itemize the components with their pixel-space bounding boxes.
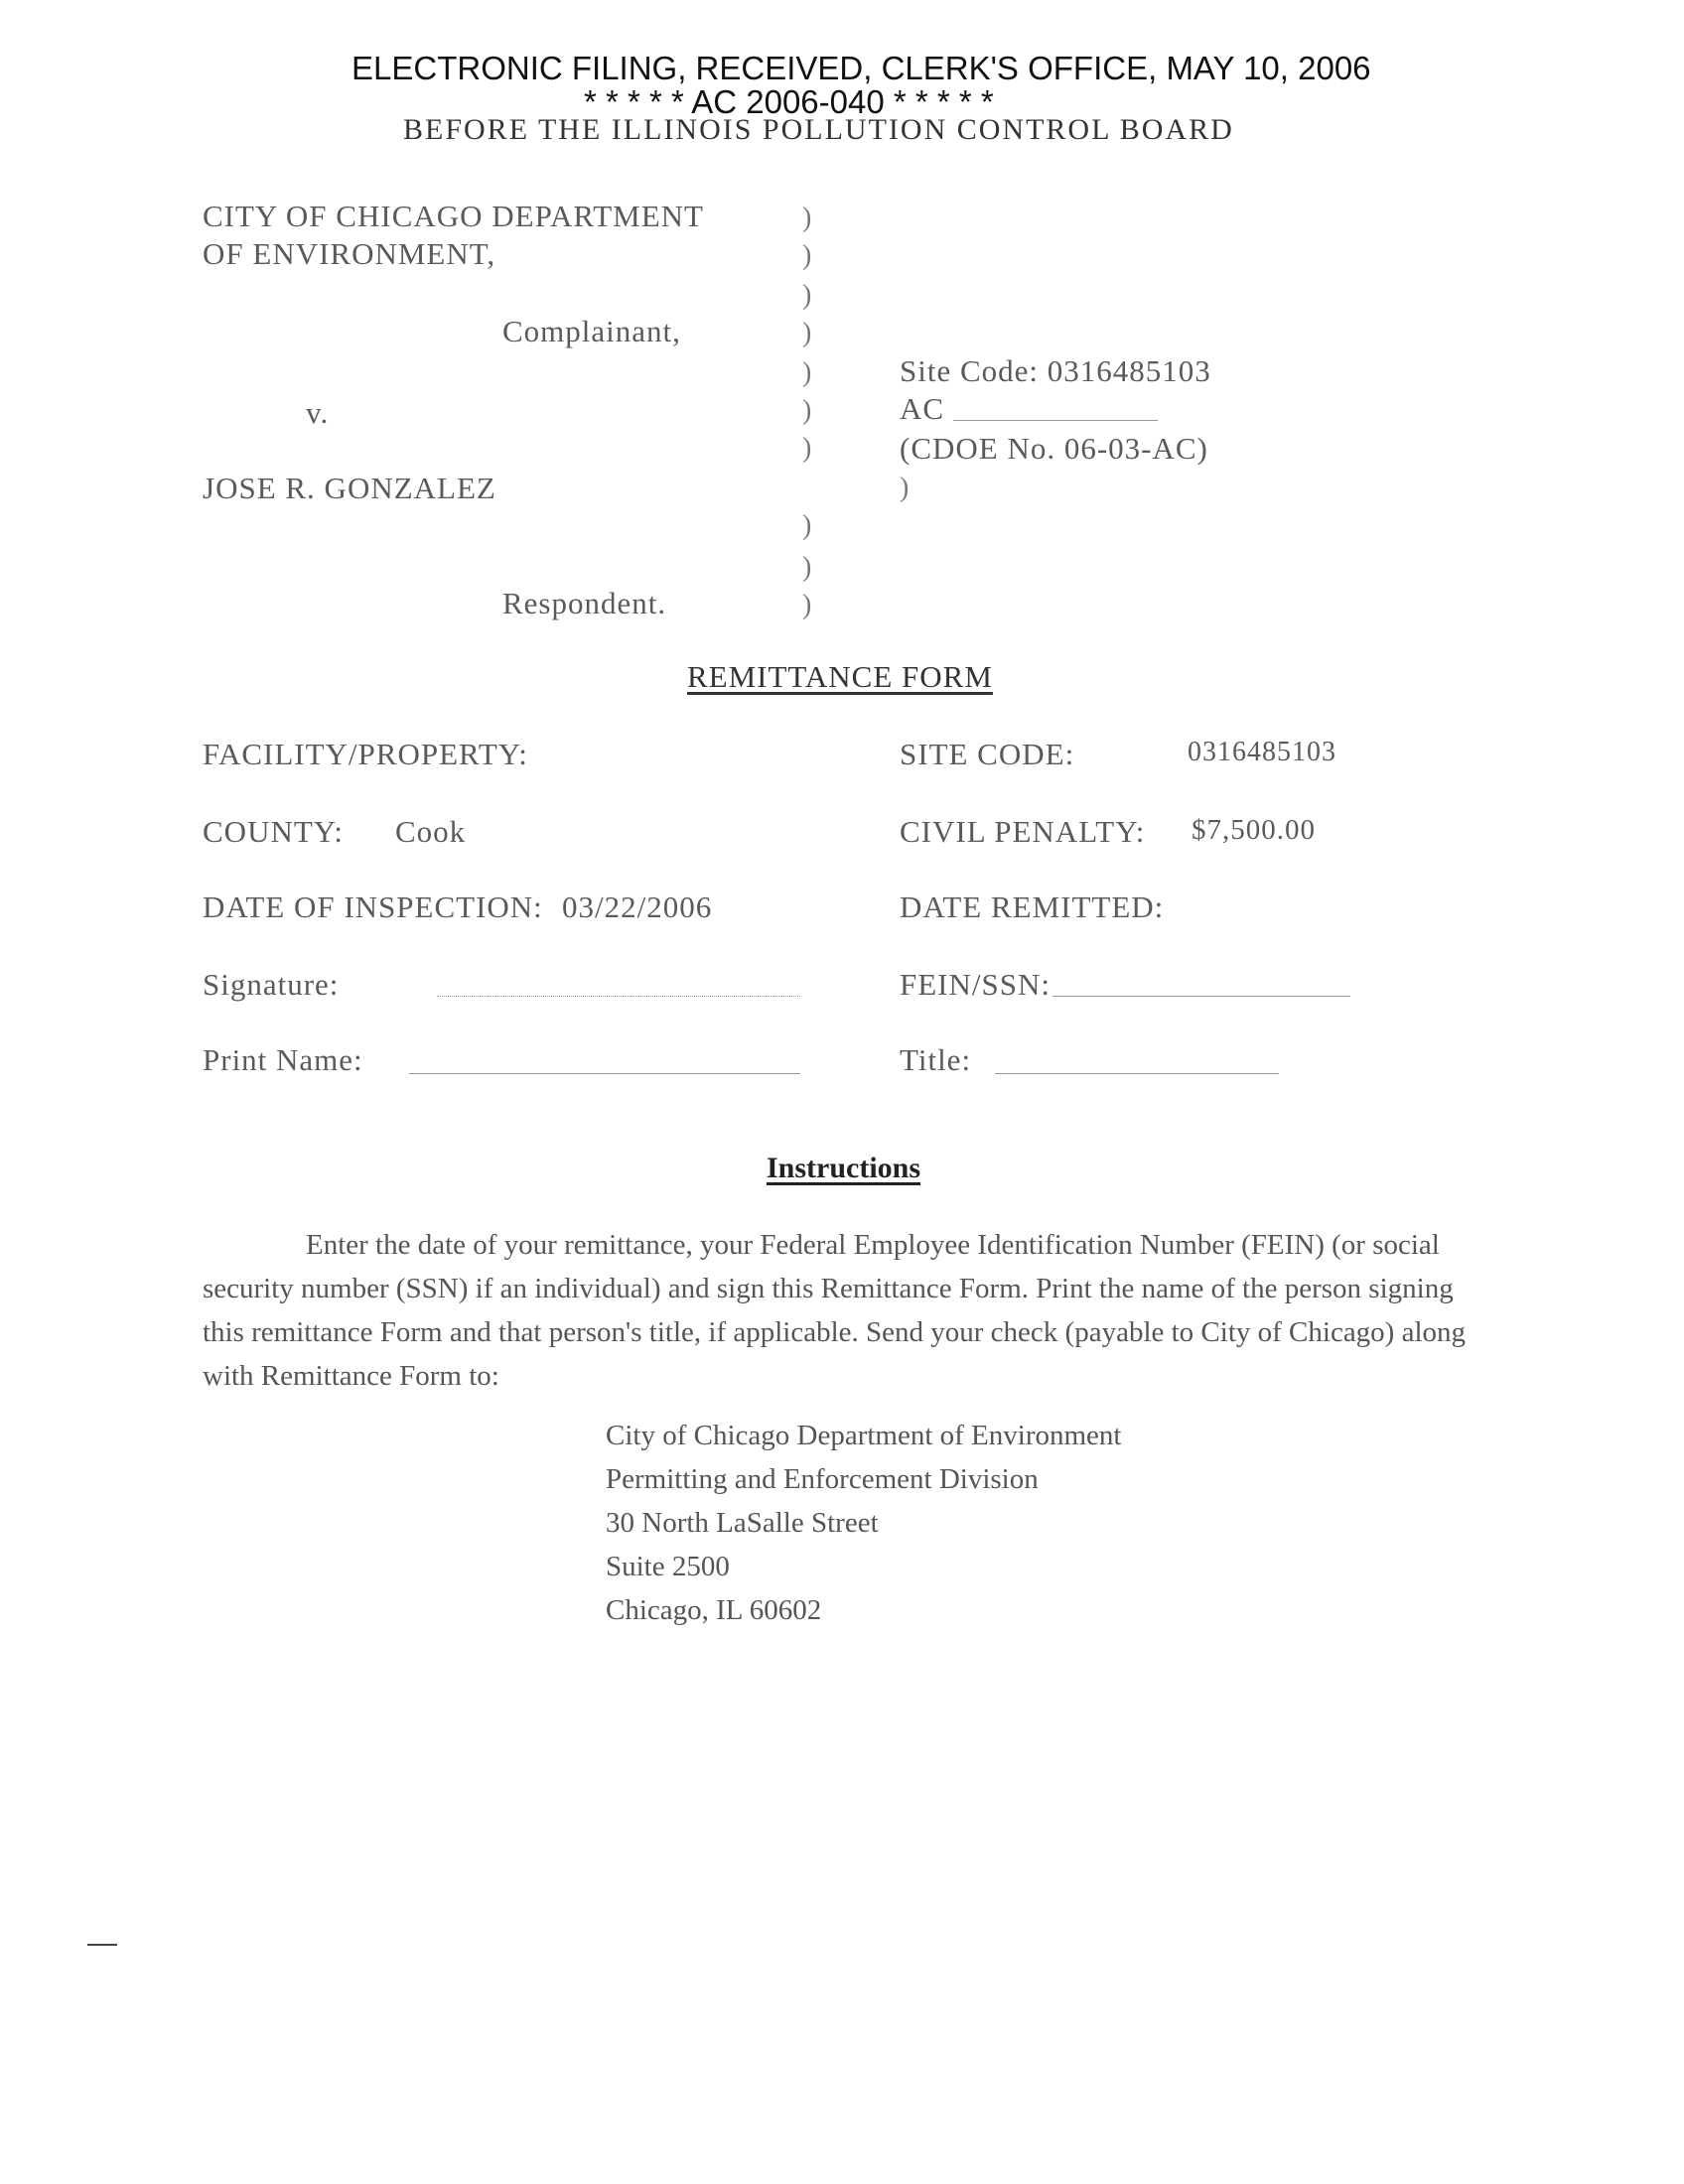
caption-paren: ) (802, 357, 812, 388)
respondent-role: Respondent. (502, 586, 667, 620)
fein-ssn-line[interactable] (1052, 995, 1350, 997)
respondent-name: JOSE R. GONZALEZ (203, 471, 496, 505)
instructions-paragraph: Enter the date of your remittance, your Federal Employee Identification Number (FEIN) (or social security number (SSN) if an individual) and sign this Remittance Form. Print the name of the person signing this remittance Form and that person's title, if applicable. Send your check (payable to City of Chicago) along with Remittance Form to: (203, 1229, 1467, 1392)
site-code-caption: Site Code: 0316485103 (900, 353, 1211, 388)
complainant-role: Complainant, (502, 314, 681, 348)
date-remitted-label: DATE REMITTED: (900, 889, 1165, 924)
caption-paren: ) (802, 510, 812, 541)
county-label: COUNTY: (203, 814, 344, 849)
title-label: Title: (900, 1042, 972, 1077)
scan-mark (87, 1944, 117, 1946)
complainant-name-line1: CITY OF CHICAGO DEPARTMENT (203, 199, 704, 233)
civil-penalty-value: $7,500.00 (1192, 814, 1316, 846)
address-line5: Chicago, IL 60602 (606, 1594, 822, 1626)
court-title: BEFORE THE ILLINOIS POLLUTION CONTROL BOARD (403, 113, 1234, 146)
filing-stamp: ELECTRONIC FILING, RECEIVED, CLERK'S OFFICE, MAY 10, 2006 (351, 50, 1371, 86)
caption-paren: ) (802, 203, 812, 233)
signature-line[interactable] (437, 995, 800, 997)
caption-paren: ) (802, 552, 812, 583)
civil-penalty-label: CIVIL PENALTY: (900, 814, 1146, 849)
caption-paren: ) (802, 395, 812, 426)
address-line2: Permitting and Enforcement Division (606, 1463, 1039, 1495)
inspection-date-label: DATE OF INSPECTION: (203, 889, 543, 924)
case-number-stamp: * * * * * AC 2006-040 * * * * * (584, 83, 994, 120)
versus-label: v. (306, 395, 330, 430)
caption-paren: ) (802, 433, 812, 464)
address-line4: Suite 2500 (606, 1551, 730, 1582)
site-code-value: 0316485103 (1188, 737, 1336, 767)
signature-label: Signature: (203, 967, 340, 1002)
address-line3: 30 North LaSalle Street (606, 1507, 879, 1539)
mailing-address (606, 1414, 1121, 1632)
fein-ssn-label: FEIN/SSN: (900, 967, 1051, 1002)
caption-paren: ) (802, 318, 812, 348)
remittance-form-title: REMITTANCE FORM (687, 659, 993, 694)
cdoe-number: (CDOE No. 06-03-AC) (900, 431, 1208, 466)
ac-number-blank[interactable] (953, 419, 1158, 421)
site-code-label: SITE CODE: (900, 737, 1075, 771)
title-line[interactable] (995, 1072, 1279, 1074)
instructions-title: Instructions (767, 1152, 921, 1184)
caption-paren: ) (802, 280, 812, 311)
print-name-label: Print Name: (203, 1042, 363, 1077)
print-name-line[interactable] (409, 1072, 800, 1074)
ac-label: AC (900, 391, 945, 426)
complainant-name-line2: OF ENVIRONMENT, (203, 236, 496, 271)
caption-paren: ) (802, 240, 812, 271)
caption-paren: ) (802, 590, 812, 620)
facility-label: FACILITY/PROPERTY: (203, 737, 528, 771)
address-line1: City of Chicago Department of Environment (606, 1420, 1122, 1451)
county-value: Cook (395, 814, 467, 849)
inspection-date-value: 03/22/2006 (562, 889, 713, 924)
caption-paren: ) (900, 473, 910, 503)
